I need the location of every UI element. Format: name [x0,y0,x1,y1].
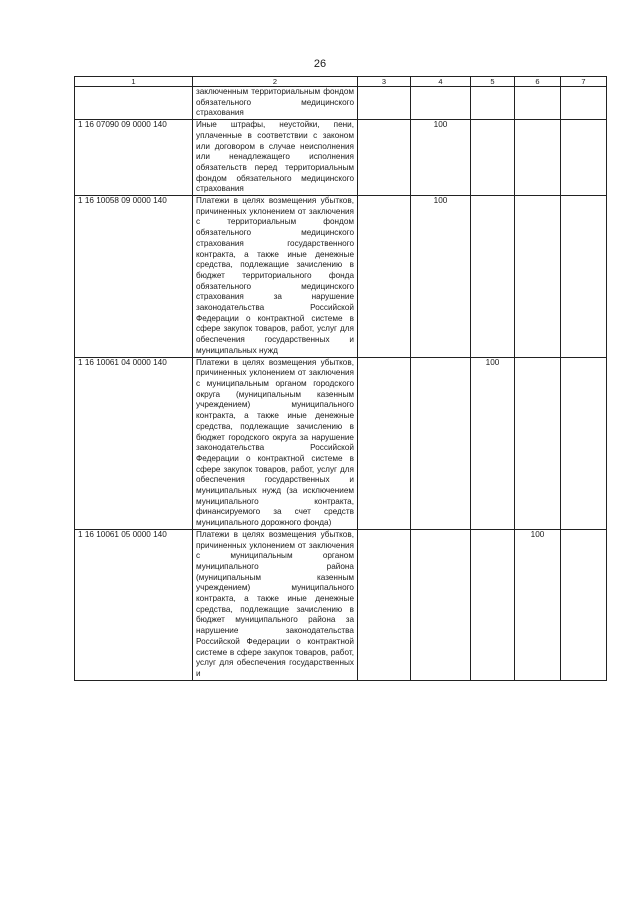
column-header: 5 [471,77,515,87]
revenue-name-cell: Платежи в целях возмещения убытков, причиненных уклонением от заключения с территориальным фондом обязательного медицинского страхования государственного контракта, а также иные денежные средства, подлежащие зачислению в бюджет территориального фонда обязательного медицинского страхования за нарушение законодательства Российской Федерации о контрактной системе в сфере закупок товаров, работ, услуг для обеспечения государственных и муниципальных нужд [193,196,358,358]
table-row [75,87,607,120]
value-cell [561,87,607,120]
value-cell: 100 [471,357,515,529]
revenue-name-cell: заключенным территориальным фондом обязательного медицинского страхования [193,87,358,120]
table-row [75,120,607,196]
value-cell [515,357,561,529]
column-header: 2 [193,77,358,87]
revenue-name-cell: Платежи в целях возмещения убытков, причиненных уклонением от заключения с муниципальным органом муниципального района (муниципальным казенным учреждением) муниципального контракта, а также иные денежные средства, подлежащие зачислению в бюджет муниципального района за нарушение законодательства Российской Федерации о контрактной системе в сфере закупок товаров, работ, услуг для обеспечения государственных и [193,529,358,680]
value-cell [561,196,607,358]
column-header: 7 [561,77,607,87]
value-cell: 100 [411,196,471,358]
header-row [75,77,607,87]
column-header: 1 [75,77,193,87]
value-cell [358,120,411,196]
value-cell: 100 [515,529,561,680]
kbk-code-cell: 1 16 10061 05 0000 140 [75,529,193,680]
column-header: 6 [515,77,561,87]
table-row [75,196,607,358]
value-cell [358,87,411,120]
value-cell [358,357,411,529]
value-cell [411,357,471,529]
value-cell [358,196,411,358]
kbk-code-cell: 1 16 10061 04 0000 140 [75,357,193,529]
column-header: 3 [358,77,411,87]
table-row [75,529,607,680]
value-cell [471,120,515,196]
value-cell [358,529,411,680]
value-cell [561,529,607,680]
value-cell [411,87,471,120]
revenue-name-cell: Иные штрафы, неустойки, пени, уплаченные в соответствии с законом или договором в случае неисполнения или ненадлежащего исполнения обязательств перед территориальным фондом обязательного медицинского страхования [193,120,358,196]
value-cell [515,120,561,196]
kbk-code-cell [75,87,193,120]
value-cell [515,196,561,358]
value-cell: 100 [411,120,471,196]
kbk-code-cell: 1 16 07090 09 0000 140 [75,120,193,196]
value-cell [471,529,515,680]
value-cell [471,196,515,358]
value-cell [561,120,607,196]
revenue-name-cell: Платежи в целях возмещения убытков, причиненных уклонением от заключения с муниципальным органом городского округа (муниципальным казенным учреждением) муниципального контракта, а также иные денежные средства, подлежащие зачислению в бюджет городского округа за нарушение законодательства Российской Федерации о контрактной системе в сфере закупок товаров, работ, услуг для обеспечения государственных и муниципальных нужд (за исключением муниципального контракта, финансируемого за счет средств муниципального дорожного фонда) [193,357,358,529]
value-cell [561,357,607,529]
kbk-code-cell: 1 16 10058 09 0000 140 [75,196,193,358]
table-row [75,357,607,529]
value-cell [471,87,515,120]
column-header: 4 [411,77,471,87]
value-cell [515,87,561,120]
value-cell [411,529,471,680]
page-number: 26 [313,58,327,70]
revenue-table [74,76,607,681]
